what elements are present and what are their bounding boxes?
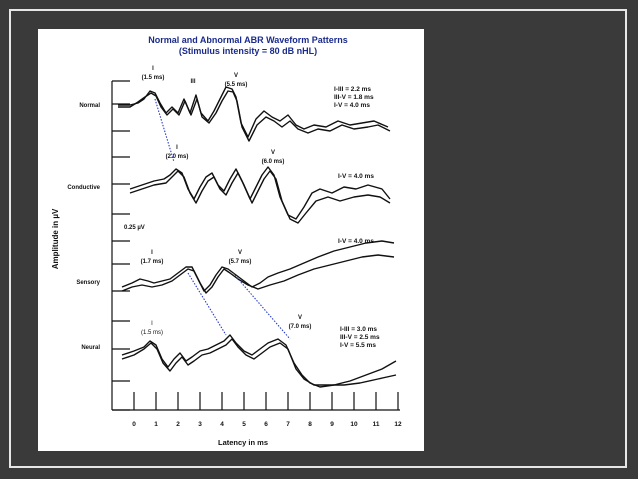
bottom-axis: [112, 392, 400, 410]
x-tick: 2: [176, 421, 180, 428]
sensory-wave-v-shift-line: [233, 273, 290, 339]
neural-wave-i-label: I: [151, 321, 153, 327]
abr-diagram: [38, 29, 424, 451]
row-label-neural: Neural: [81, 345, 100, 351]
sensory-wave-v-latency: (5.7 ms): [228, 259, 252, 265]
x-tick: 5: [242, 421, 246, 428]
normal-wave-i-label: I: [152, 66, 154, 72]
x-tick: 0: [132, 421, 136, 428]
x-axis-label: Latency in ms: [217, 438, 269, 447]
sensory-wave-i-latency: (1.7 ms): [140, 259, 164, 265]
row-label-sensory: Sensory: [76, 280, 100, 286]
conductive-interval: I-V = 4.0 ms: [338, 173, 374, 180]
x-tick: 6: [264, 421, 268, 428]
row-label-normal: Normal: [79, 103, 100, 109]
sensory-waveform: [122, 241, 394, 293]
sensory-wave-i-shift-line: [188, 273, 226, 335]
figure-panel: [38, 29, 424, 451]
title-line-1: Normal and Abnormal ABR Waveform Patterns: [148, 35, 348, 45]
conductive-wave-i-label: I: [176, 145, 178, 151]
x-tick: 4: [220, 421, 224, 428]
x-tick: 12: [394, 421, 402, 428]
x-tick: 7: [286, 421, 290, 428]
normal-wave-iii-label: III: [190, 79, 196, 85]
sensory-wave-v-label: V: [237, 250, 243, 256]
neural-interval: I-III = 3.0 ms: [340, 326, 378, 333]
x-tick: 9: [330, 421, 334, 428]
normal-wave-i-latency: (1.5 ms): [141, 75, 165, 81]
x-tick: 1: [154, 421, 158, 428]
left-axis: [112, 81, 130, 410]
neural-interval: I-V = 5.5 ms: [340, 342, 376, 349]
neural-wave-i-latency: (1.5 ms): [140, 330, 164, 336]
sensory-interval: I-V = 4.0 ms: [338, 238, 374, 245]
conductive-wave-v-label: V: [270, 150, 276, 156]
x-tick: 3: [198, 421, 202, 428]
neural-wave-v-latency: (7.0 ms): [288, 324, 312, 330]
neural-interval: III-V = 2.5 ms: [340, 334, 380, 341]
row-label-conductive: Conductive: [67, 185, 100, 191]
x-tick: 10: [350, 421, 358, 428]
neural-wave-v-label: V: [297, 315, 303, 321]
normal-interval: III-V = 1.8 ms: [334, 94, 374, 101]
x-tick: 11: [372, 421, 380, 428]
x-tick: 8: [308, 421, 312, 428]
y-axis-label: Amplitude in µV: [51, 208, 60, 270]
conductive-wave-v-latency: (6.0 ms): [261, 159, 285, 165]
title-line-2: (Stimulus intensity = 80 dB nHL): [178, 46, 318, 56]
sensory-wave-i-label: I: [151, 250, 153, 256]
normal-wave-v-label: V: [233, 73, 239, 79]
conductive-wave-i-latency: (2.0 ms): [165, 154, 189, 160]
x-tick-labels: [132, 421, 402, 428]
normal-interval: I-III = 2.2 ms: [334, 86, 372, 93]
normal-wave-v-latency: (5.5 ms): [224, 82, 248, 88]
normal-interval: I-V = 4.0 ms: [334, 102, 370, 109]
scale-label: 0.25 µV: [124, 225, 145, 231]
